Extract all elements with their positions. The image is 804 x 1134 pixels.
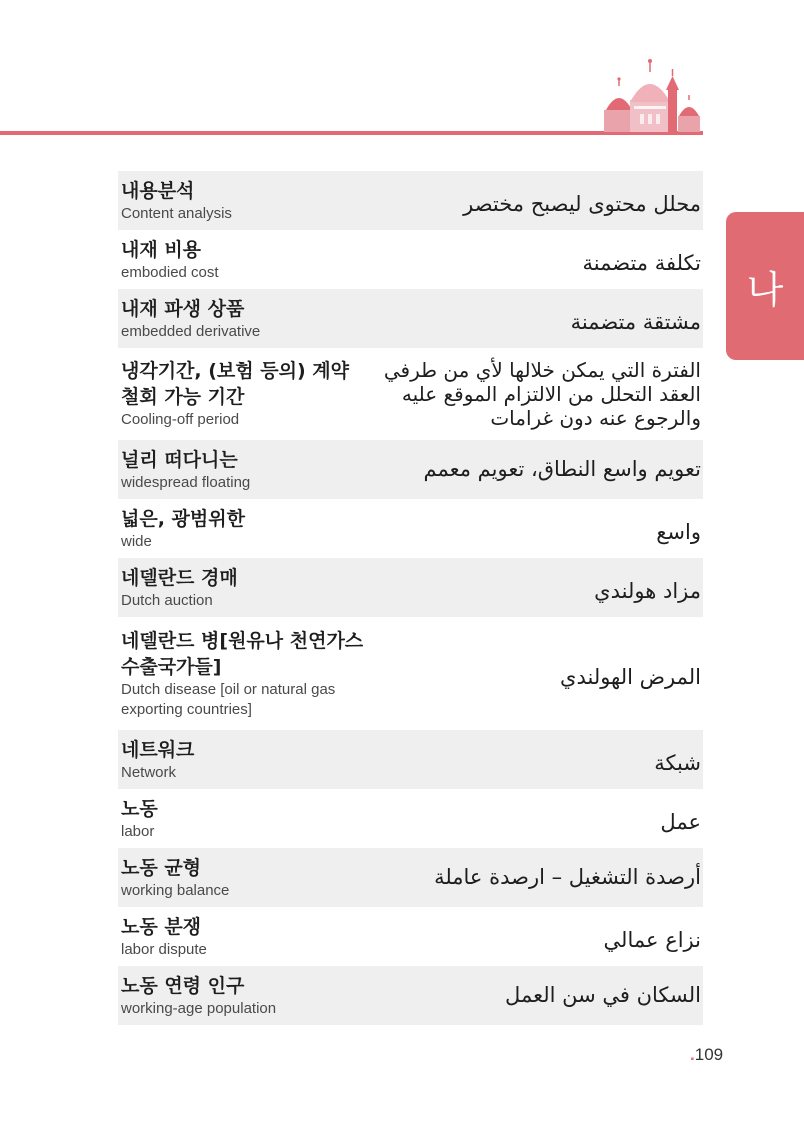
english-term: wide: [121, 532, 152, 550]
english-term: widespread floating: [121, 473, 251, 491]
korean-term: 노동 분쟁: [121, 915, 202, 938]
korean-term: 네델란드 경매: [121, 566, 238, 589]
korean-term: 내용분석: [121, 179, 195, 202]
english-term: labor: [121, 822, 155, 840]
arabic-term: واسع: [656, 520, 701, 544]
page-number-value: 109: [694, 1045, 724, 1064]
korean-term: 네델란드 병[원유나 천연가스 수출국가들]: [121, 629, 364, 678]
english-term: Network: [121, 763, 177, 781]
page-marker-icon: .: [690, 1045, 695, 1064]
english-term: labor dispute: [121, 940, 207, 958]
korean-term: 네트워크: [121, 738, 195, 761]
mosque-illustration-icon: [600, 58, 705, 134]
english-term: working balance: [121, 881, 230, 899]
glossary-row: [118, 558, 703, 617]
english-term: embedded derivative: [121, 322, 261, 340]
glossary-row: [118, 789, 703, 848]
glossary-table: [118, 171, 703, 1025]
page-number: [690, 1045, 723, 1065]
korean-term: 널리 떠다니는: [121, 448, 238, 471]
glossary-row: [118, 289, 703, 348]
korean-term: 냉각기간, (보험 등의) 계약 철회 가능 기간: [121, 360, 349, 408]
glossary-row: [118, 348, 703, 440]
arabic-term: مشتقة متضمنة: [570, 310, 701, 334]
korean-term: 내재 비용: [121, 238, 202, 261]
glossary-row: [118, 966, 703, 1025]
arabic-term: أرصدة التشغيل – ارصدة عاملة: [434, 865, 701, 889]
english-term: Dutch disease [oil or natural gas exporting countries]: [121, 680, 336, 718]
glossary-row: [118, 848, 703, 907]
glossary-row: [118, 171, 703, 230]
glossary-row: [118, 230, 703, 289]
arabic-term: عمل: [660, 810, 701, 834]
arabic-term: شبكة: [654, 751, 701, 775]
glossary-row: [118, 907, 703, 966]
korean-term: 노동: [121, 797, 158, 820]
arabic-term: نزاع عمالي: [603, 928, 701, 952]
glossary-row: [118, 730, 703, 789]
english-term: working-age population: [121, 999, 277, 1017]
glossary-row: [118, 617, 703, 730]
arabic-term: محلل محتوى ليصبح مختصر: [463, 192, 701, 216]
arabic-term: المرض الهولندي: [560, 665, 701, 689]
english-term: embodied cost: [121, 263, 219, 281]
arabic-term: الفترة التي يمكن خلالها لأي من طرفي العقد التحلل من الالتزام الموقع عليه والرجوع عنه دون غرامات: [383, 358, 701, 430]
arabic-term: تعويم واسع النطاق، تعويم معمم: [423, 457, 701, 481]
english-term: Cooling-off period: [121, 411, 240, 428]
english-term: Content analysis: [121, 204, 232, 222]
arabic-term: السكان في سن العمل: [505, 983, 701, 1007]
arabic-term: تكلفة متضمنة: [582, 251, 701, 275]
header-rule: [0, 131, 703, 135]
english-term: Dutch auction: [121, 591, 213, 609]
section-tab: 나: [726, 212, 804, 360]
korean-term: 노동 연령 인구: [121, 974, 245, 997]
korean-term: 내재 파생 상품: [121, 297, 245, 320]
korean-term: 넓은, 광범위한: [121, 507, 245, 530]
glossary-row: [118, 499, 703, 558]
korean-term: 노동 균형: [121, 856, 202, 879]
arabic-term: مزاد هولندي: [594, 579, 701, 603]
glossary-row: [118, 440, 703, 499]
